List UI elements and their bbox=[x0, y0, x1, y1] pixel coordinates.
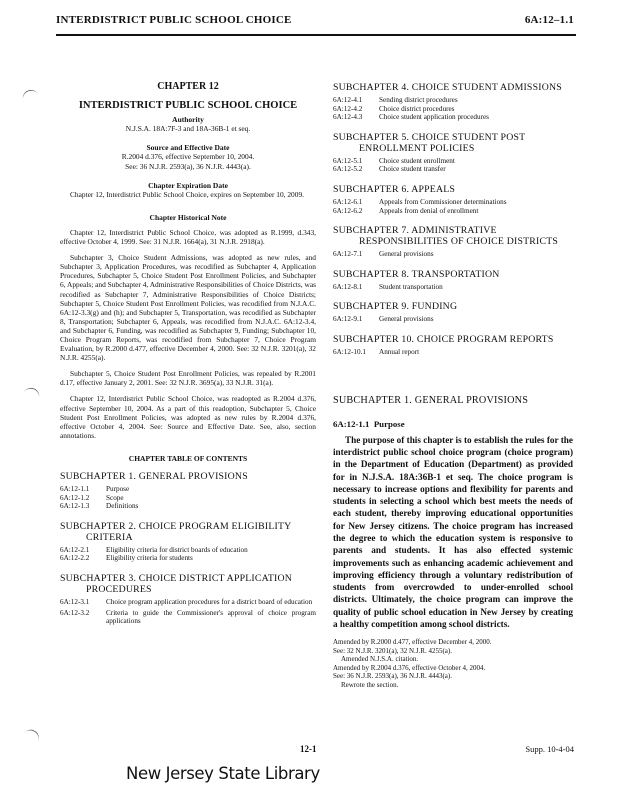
toc-list bbox=[60, 598, 316, 626]
toc-list bbox=[333, 250, 573, 259]
toc-item: 6A:12-9.1 General provisions bbox=[333, 315, 434, 324]
amendment-note: Rewrote the section. bbox=[341, 680, 399, 689]
header-rule bbox=[56, 34, 576, 36]
section-code: 6A:12-1.1 bbox=[333, 418, 370, 429]
purpose-paragraph: The purpose of this chapter is to establish the rules for the interdistrict public school choice program (choice program) in the Department of Education (Department) as provided for in N.J.S.A. 18A:36B-1 et seq. The choice program is necessary to increase options and flexibility for parents and students in selecting a school which best meets the needs of each student, thereby improving educational opportunities for New Jersey citizens. The choice program has increased the degree to which the education system is responsive to parents and students. It has also effected systemic improvements such as enhancing academic achievement and improving efficiency through a voluntary redistribution of students from overcrowded to under-enrolled school districts. Ultimately, the choice program can improve the quality of public school education in New Jersey by creating a healthy competition among school districts. bbox=[333, 434, 573, 630]
toc-subchapter-title-cont: RESPONSIBILITIES OF CHOICE DISTRICTS bbox=[359, 236, 559, 248]
toc-item: 6A:12-8.1 Student transportation bbox=[333, 282, 443, 291]
left-column bbox=[60, 82, 316, 626]
right-column bbox=[333, 82, 573, 689]
toc-list bbox=[333, 315, 573, 324]
subchapter-heading: SUBCHAPTER 1. GENERAL PROVISIONS bbox=[333, 394, 529, 406]
amendment-note: See: 36 N.J.R. 2593(a), 36 N.J.R. 4443(a). bbox=[333, 672, 452, 681]
toc-subchapter-title-cont: CRITERIA bbox=[86, 531, 133, 543]
toc-list bbox=[333, 198, 573, 215]
page-number: 12-1 bbox=[300, 744, 317, 754]
toc-subchapter-title: SUBCHAPTER 2. CHOICE PROGRAM ELIGIBILITY bbox=[60, 520, 292, 532]
toc-subchapter-title: SUBCHAPTER 10. CHOICE PROGRAM REPORTS bbox=[333, 333, 554, 345]
authority-text: N.J.S.A. 18A:7F-3 and 18A-36B-1 et seq. bbox=[125, 124, 251, 134]
toc-item: 6A:12-5.1 Choice student enrollment bbox=[333, 156, 455, 165]
toc-list bbox=[60, 546, 316, 563]
expiration-heading: Chapter Expiration Date bbox=[148, 180, 228, 190]
amendment-note: Amended N.J.S.A. citation. bbox=[341, 655, 419, 664]
toc-subchapter-title: SUBCHAPTER 8. TRANSPORTATION bbox=[333, 268, 500, 280]
toc-subchapter-title: SUBCHAPTER 4. CHOICE STUDENT ADMISSIONS bbox=[333, 82, 562, 93]
toc-subchapter-title: SUBCHAPTER 9. FUNDING bbox=[333, 301, 458, 313]
toc-item: 6A:12-2.2 Eligibility criteria for students bbox=[60, 554, 193, 563]
library-stamp: New Jersey State Library bbox=[126, 764, 320, 783]
supplement-date: Supp. 10-4-04 bbox=[525, 744, 574, 754]
chapter-title: INTERDISTRICT PUBLIC SCHOOL CHOICE bbox=[78, 100, 298, 112]
toc-item: 6A:12-6.1 Appeals from Commissioner determinations bbox=[333, 197, 507, 206]
toc-list bbox=[333, 96, 573, 122]
margin-mark bbox=[22, 727, 41, 745]
toc-item: 6A:12-1.3 Definitions bbox=[60, 502, 139, 511]
history-paragraph: Subchapter 3, Choice Student Admissions, was adopted as new rules, and Subchapter 3, Application Procedures, was recodified as Subchapter 4, Application Procedures, Subchapter 5, Choice Student Post Enrollment Policies, and Subchapter 6, Appeals; and Subchapter 4, Administrative Responsibilities of Choice Districts, was recodified as Subchapter 7, Administrative Responsibilities of Choice Districts; Subchapter 5, Choice Student Post Enrollment Policies, was recodified from N.J.A.C. 6A:12-3.3(g) and (h); and Subchapter 5, Transportation, was recodified as Subchapter 8, Transportation; Subchapter 6, Appeals, was recodified from N.J.A.C. 6A:12-3.4, and Subchapter 6, Funding, was recodified as Subchapter 9, Funding; Subchapter 10, Choice Program Reports, was recodified from Subchapter 7, Choice Program Evaluation, by R.2000 d.477, effective December 4, 2000. See: 32 N.J.R. 3201(a), 32 N.J.R. 4255(a). bbox=[60, 253, 316, 363]
history-heading: Chapter Historical Note bbox=[149, 212, 227, 222]
source-line: R.2004 d.376, effective September 10, 2004. bbox=[121, 152, 255, 162]
amendment-note: See: 32 N.J.R. 3201(a), 32 N.J.R. 4255(a). bbox=[333, 646, 452, 655]
expiration-text: Chapter 12, Interdistrict Public School Choice, expires on September 10, 2009. bbox=[70, 189, 304, 199]
authority-heading: Authority bbox=[172, 115, 204, 125]
section-heading bbox=[333, 420, 573, 429]
toc-subchapter-title-cont: PROCEDURES bbox=[86, 583, 152, 595]
toc-list bbox=[333, 283, 573, 292]
toc-item: 6A:12-3.2 Criteria to guide the Commissioner's approval of choice program applications bbox=[60, 608, 316, 626]
running-header-title: INTERDISTRICT PUBLIC SCHOOL CHOICE bbox=[56, 14, 292, 26]
source-heading: Source and Effective Date bbox=[146, 143, 230, 153]
toc-item: 6A:12-1.2 Scope bbox=[60, 493, 124, 502]
toc-subchapter-title: SUBCHAPTER 7. ADMINISTRATIVE bbox=[333, 225, 497, 237]
toc-heading: CHAPTER TABLE OF CONTENTS bbox=[128, 453, 248, 463]
amendment-note: Amended by R.2004 d.376, effective October 4, 2004. bbox=[333, 663, 486, 672]
history-paragraph: Chapter 12, Interdistrict Public School Choice, was readopted as R.2004 d.376, effective September 10, 2004. As a part of this readoption, Subchapter 5, Choice Student Post Enrollment Policies, was adopted as new rules by R.2004 d.376, effective October 4, 2004. See: Source and Effective Date. See, also, section annotations. bbox=[60, 394, 316, 440]
section-name: Purpose bbox=[373, 418, 405, 429]
amendment-note: Amended by R.2000 d.477, effective December 4, 2000. bbox=[333, 638, 492, 647]
toc-item: 6A:12-4.1 Sending district procedures bbox=[333, 96, 458, 104]
toc-item: 6A:12-7.1 General provisions bbox=[333, 250, 434, 259]
toc-item: 6A:12-1.1 Purpose bbox=[60, 485, 130, 493]
toc-item: 6A:12-5.2 Choice student transfer bbox=[333, 165, 446, 174]
margin-mark bbox=[23, 386, 42, 402]
toc-subchapter-title-cont: ENROLLMENT POLICIES bbox=[359, 142, 475, 154]
toc-list bbox=[333, 157, 573, 174]
toc-list bbox=[333, 348, 573, 357]
margin-mark bbox=[21, 88, 40, 104]
toc-item: 6A:12-6.2 Appeals from denial of enrollment bbox=[333, 206, 479, 215]
history-paragraph: Chapter 12, Interdistrict Public School Choice, was adopted as R.1999, d.343, effective October 4, 1999. See: 31 N.J.R. 1664(a), 31 N.J.R. 2918(a). bbox=[60, 227, 316, 247]
history-paragraph: Subchapter 5, Choice Student Post Enrollment Policies, was repealed by R.2001 d.17, effective January 2, 2001. See: 32 N.J.R. 3695(a), 33 N.J.R. 31(a). bbox=[60, 369, 316, 388]
toc-item: 6A:12-2.1 Eligibility criteria for district boards of education bbox=[60, 545, 248, 554]
toc-subchapter-title: SUBCHAPTER 6. APPEALS bbox=[333, 183, 456, 195]
toc-subchapter-title: SUBCHAPTER 1. GENERAL PROVISIONS bbox=[60, 471, 248, 482]
source-line: See: 36 N.J.R. 2593(a), 36 N.J.R. 4443(a). bbox=[125, 161, 251, 171]
toc-item: 6A:12-4.3 Choice student application procedures bbox=[333, 113, 489, 122]
toc-item: 6A:12-3.1 Choice program application procedures for a district board of education bbox=[60, 597, 313, 606]
toc-item: 6A:12-4.2 Choice district procedures bbox=[333, 104, 455, 113]
toc-subchapter-title: SUBCHAPTER 3. CHOICE DISTRICT APPLICATION bbox=[60, 572, 293, 584]
toc-list bbox=[60, 485, 316, 511]
toc-subchapter-title: SUBCHAPTER 5. CHOICE STUDENT POST bbox=[333, 131, 526, 143]
toc-item: 6A:12-10.1 Annual report bbox=[333, 347, 420, 356]
chapter-number: CHAPTER 12 bbox=[157, 81, 219, 92]
running-header-section: 6A:12–1.1 bbox=[524, 14, 574, 26]
